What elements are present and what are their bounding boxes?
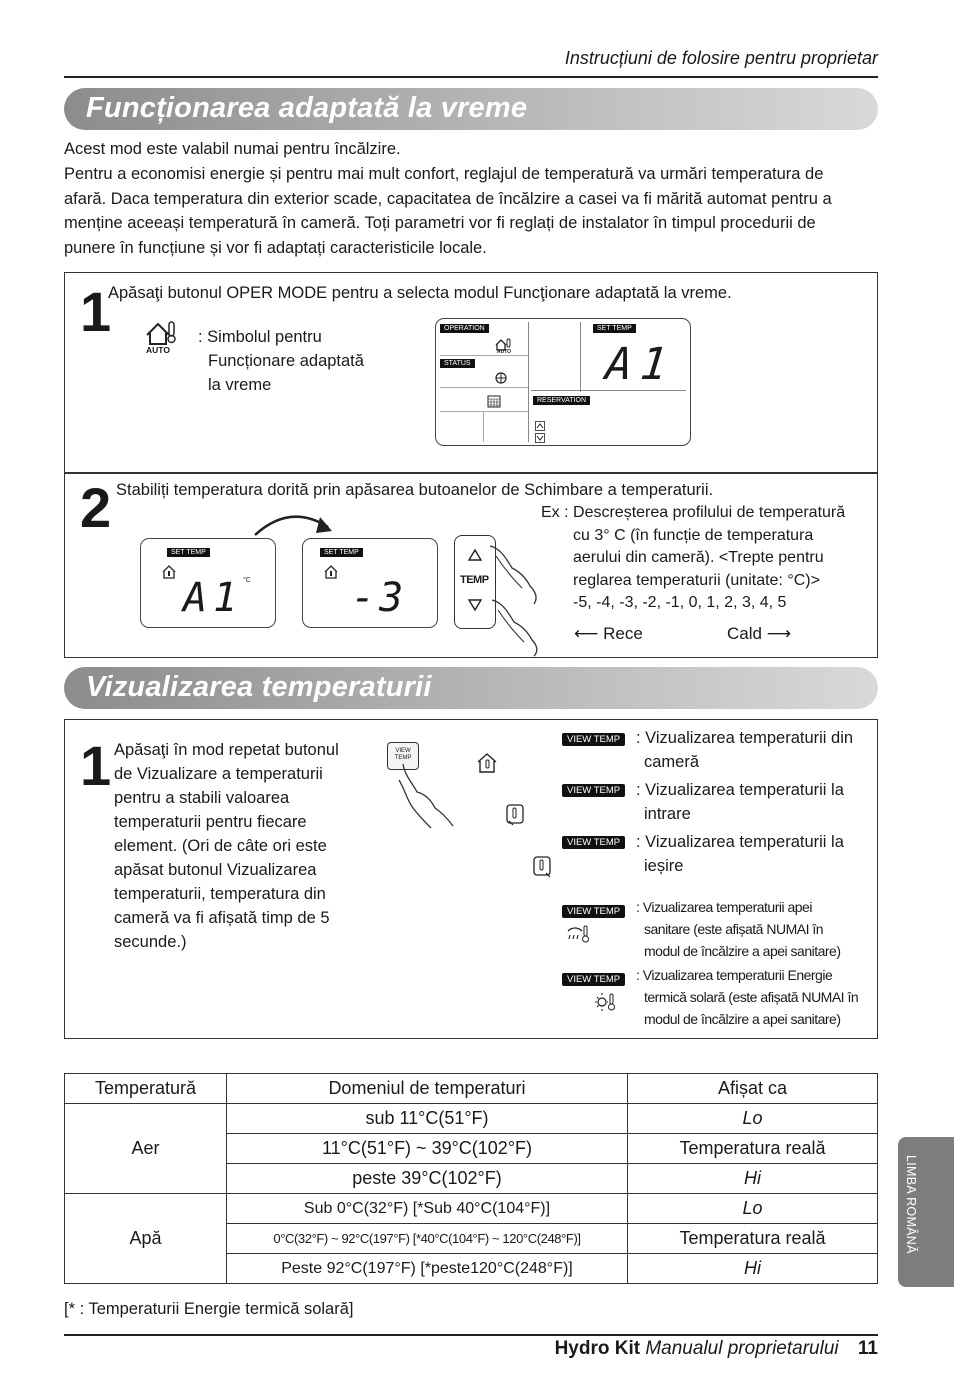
view-line: modul de încălzire a apei sanitare) (644, 1011, 841, 1027)
view-line: : Vizualizarea temperaturii Energie (636, 967, 833, 983)
button-label: VIEW (395, 748, 411, 754)
display-cell: Temperatura reală (628, 1134, 878, 1164)
intro-line: punere în funcțiune și vor fi adaptați caracteristicile locale. (64, 238, 487, 257)
step-number: 1 (80, 280, 112, 343)
view-solar-desc (636, 964, 858, 1030)
view-temp-tag: VIEW TEMP (562, 836, 625, 849)
display-cell: Hi (628, 1254, 878, 1284)
display-cell: Temperatura reală (628, 1224, 878, 1254)
calendar-icon (487, 394, 501, 413)
category-cell: Aer (65, 1104, 227, 1194)
intro-line: Pentru a economisi energie și pentru mai mult confort, reglajul de temperatură va urmări temperatura de (64, 165, 824, 183)
footer-rule (64, 1334, 878, 1336)
table-row (65, 1104, 878, 1134)
instruction-line: element. (Ori de câte ori este (114, 837, 327, 855)
cold-indicator (574, 624, 643, 644)
language-side-tab (898, 1137, 954, 1287)
solar-thermal-icon (594, 991, 618, 1018)
example-line: reglarea temperaturii (unitate: °C)> (573, 571, 820, 589)
table-footnote: [* : Temperaturii Energie termică solară] (64, 1300, 354, 1318)
section-banner-weather (64, 88, 878, 130)
weather-auto-icon (142, 318, 182, 358)
view-line: modul de încălzire a apei sanitare) (644, 943, 841, 959)
view-temp-instructions (114, 738, 374, 954)
section-banner-view-temp (64, 667, 878, 709)
display-value: -3 (351, 575, 408, 621)
unit-label: °C (243, 577, 251, 584)
temp-button-label: TEMP (460, 574, 489, 586)
intro-paragraph (64, 162, 874, 260)
inlet-temp-icon (505, 803, 527, 832)
category-cell: Apă (65, 1194, 227, 1284)
display-cell: Hi (628, 1164, 878, 1194)
example-line: Ex : Descreșterea profilului de temperatură (541, 504, 846, 521)
intro-line: afară. Daca temperatura din exterior scade, capacitatea de încălzire a casei va fi mărită automat pentru a (64, 189, 832, 208)
step-number: 2 (80, 476, 112, 539)
divider (483, 412, 484, 442)
right-arrow-icon: ⟶ (766, 624, 792, 643)
range-cell: 0°C(32°F) ~ 92°C(197°F) [*40°C(104°F) ~ 120°C(248°F)] (227, 1224, 628, 1254)
outlet-temp-icon (532, 855, 554, 884)
operation-tag: OPERATION (440, 324, 489, 333)
page-header: Instrucțiuni de folosire pentru proprietar (564, 48, 878, 68)
example-text (541, 502, 845, 615)
controller-display (435, 318, 691, 446)
symbol-description (198, 325, 364, 397)
status-tag: STATUS (440, 359, 475, 368)
view-line: : Vizualizarea temperaturii din (636, 729, 854, 747)
left-arrow-icon: ⟵ (574, 624, 599, 643)
view-temp-tag: VIEW TEMP (562, 973, 625, 986)
page-number: 11 (857, 1338, 878, 1359)
instruction-line: temperaturii, temperatura din (114, 885, 326, 903)
view-room-desc (636, 726, 853, 774)
view-line: ieșire (644, 857, 684, 875)
symbol-line: : Simbolul pentru (198, 328, 322, 346)
instruction-line: cameră va fi afișată timp de 5 (114, 909, 330, 927)
display-cell: Lo (628, 1194, 878, 1224)
instruction-line: apăsat butonul Vizualizarea (114, 861, 317, 879)
reservation-tag: RESERVATION (533, 396, 590, 405)
step2-text: Stabiliți temperatura dorită prin apăsarea butoanelor de Schimbare a temperaturii. (116, 481, 714, 499)
example-line: cu 3° C (în funcție de temperatura (573, 526, 814, 544)
view-line: : Vizualizarea temperaturii la (636, 781, 844, 799)
view-line: : Vizualizarea temperaturii la (636, 833, 844, 851)
language-label: LIMBA ROMÂNĂ (904, 1155, 918, 1254)
divider (528, 322, 529, 442)
symbol-line: Funcționare adaptată (208, 352, 364, 370)
instruction-line: temperaturii pentru fiecare (114, 813, 307, 831)
room-temp-icon (476, 751, 500, 780)
divider (440, 411, 528, 412)
step-number: 1 (80, 734, 112, 797)
warm-label: Cald (727, 624, 762, 643)
down-arrow-icon (535, 430, 545, 448)
view-sanitary-desc (636, 896, 841, 962)
sanitary-water-icon (566, 923, 592, 950)
column-header: Domeniul de temperaturi (227, 1074, 628, 1104)
divider (440, 355, 528, 356)
divider (440, 387, 528, 388)
view-line: : Vizualizarea temperaturii apei (636, 899, 812, 915)
instruction-line: secunde.) (114, 933, 187, 951)
temp-down-button[interactable] (467, 598, 483, 617)
display-cell: Lo (628, 1104, 878, 1134)
display-after (302, 538, 438, 628)
column-header: Temperatură (65, 1074, 227, 1104)
auto-label: AUTO (146, 345, 170, 355)
section-title: Funcționarea adaptată la vreme (86, 92, 528, 124)
weather-auto-icon (323, 563, 341, 586)
display-before (140, 538, 276, 628)
example-line: -5, -4, -3, -2, -1, 0, 1, 2, 3, 4, 5 (573, 594, 787, 612)
display-value: A1 (603, 339, 678, 390)
table-row (65, 1194, 878, 1224)
view-line: termică solară (este afișată NUMAI în (644, 989, 859, 1005)
hand-pointer-icon (486, 538, 546, 663)
set-temp-tag: SET TEMP (593, 324, 636, 333)
warm-indicator (727, 624, 791, 644)
symbol-line: la vreme (208, 376, 272, 394)
temperature-range-table (64, 1073, 878, 1284)
example-line: aerului din cameră). <Trepte pentru (573, 549, 824, 567)
brand-name: Hydro Kit (554, 1338, 641, 1359)
view-temp-tag: VIEW TEMP (562, 733, 625, 746)
cold-label: Rece (603, 624, 643, 643)
column-header: Afișat ca (628, 1074, 878, 1104)
view-temp-tag: VIEW TEMP (562, 784, 625, 797)
display-auto-icon (493, 336, 513, 361)
divider (580, 322, 581, 392)
view-line: cameră (644, 753, 700, 771)
view-inlet-desc (636, 778, 844, 826)
range-cell: sub 11°C(51°F) (227, 1104, 628, 1134)
range-cell: 11°C(51°F) ~ 39°C(102°F) (227, 1134, 628, 1164)
view-temp-tag: VIEW TEMP (562, 905, 625, 918)
range-cell: Peste 92°C(197°F) [*peste120°C(248°F)] (227, 1254, 628, 1284)
display-auto-label: AUTO (497, 349, 512, 355)
button-label: TEMP (394, 755, 412, 761)
set-temp-tag: SET TEMP (167, 548, 210, 557)
range-cell: Sub 0°C(32°F) [*Sub 40°C(104°F)] (227, 1194, 628, 1224)
manual-title: Manualul proprietarului (645, 1338, 839, 1359)
intro-text: Acest mod este valabil numai pentru încălzire. (64, 140, 401, 158)
instruction-line: de Vizualizare a temperaturii (114, 765, 323, 783)
status-fan-icon (493, 370, 509, 391)
view-line: intrare (644, 805, 691, 823)
range-cell: peste 39°C(102°F) (227, 1164, 628, 1194)
weather-auto-icon (161, 563, 179, 586)
page-footer (400, 1338, 878, 1360)
section-title: Vizualizarea temperaturii (86, 671, 432, 703)
view-outlet-desc (636, 830, 844, 878)
set-temp-tag: SET TEMP (320, 548, 363, 557)
step1-text: Apăsaţi butonul OPER MODE pentru a selecta modul Funcţionare adaptată la vreme. (108, 284, 732, 302)
table-header-row (65, 1074, 878, 1104)
instruction-line: pentru a stabili valoarea (114, 789, 290, 807)
display-value: A1 (183, 575, 244, 621)
view-line: sanitare (este afișată NUMAI în (644, 921, 824, 937)
instruction-line: Apăsaţi în mod repetat butonul (114, 741, 339, 759)
temp-up-button[interactable] (467, 548, 483, 567)
intro-line: menține aceeași temperatură în cameră. Toți parametri vor fi reglați de instalator în timpul procedurii de (64, 214, 816, 232)
hand-pointer-icon (395, 760, 459, 835)
header-rule (64, 76, 878, 78)
divider (531, 390, 686, 391)
